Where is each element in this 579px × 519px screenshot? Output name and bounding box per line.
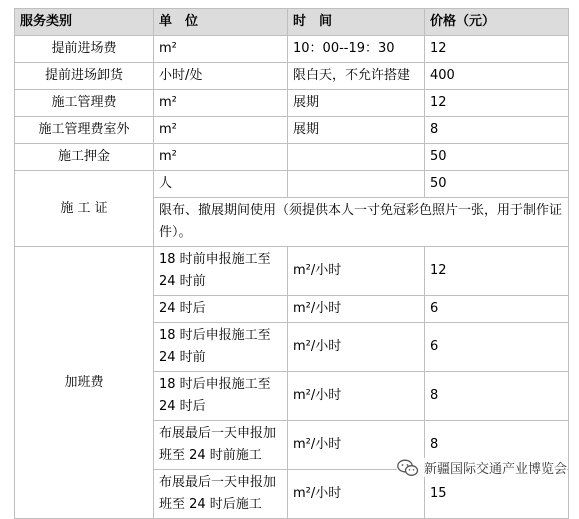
unit-cell: m²/小时 bbox=[288, 421, 425, 470]
unit-cell: m²/小时 bbox=[288, 372, 425, 421]
price-cell: 6 bbox=[425, 323, 569, 372]
unit-cell: 小时/处 bbox=[154, 63, 288, 90]
unit-cell: m² bbox=[154, 36, 288, 63]
table-row bbox=[15, 247, 569, 296]
overtime-desc: 18 时后申报施工至 24 时后 bbox=[154, 372, 288, 421]
price-cell: 12 bbox=[425, 36, 569, 63]
overtime-desc: 18 时前申报施工至 24 时前 bbox=[154, 247, 288, 296]
header-row bbox=[15, 9, 569, 36]
header-unit: 单 位 bbox=[154, 9, 288, 36]
permit-note: 限布、撤展期间使用（须提供本人一寸免冠彩色照片一张，用于制作证件）。 bbox=[154, 198, 569, 247]
watermark-text: 新疆国际交通产业博览会 bbox=[423, 462, 567, 477]
overtime-desc: 18 时后申报施工至 24 时前 bbox=[154, 323, 288, 372]
overtime-desc: 布展最后一天申报加班至 24 时后施工 bbox=[154, 470, 288, 519]
table-row bbox=[15, 36, 569, 63]
table-row bbox=[15, 90, 569, 117]
time-cell bbox=[288, 171, 425, 198]
service-name: 提前进场费 bbox=[15, 36, 154, 63]
service-name-overtime: 加班费 bbox=[15, 247, 154, 519]
price-cell: 15 bbox=[425, 470, 569, 519]
time-cell: 10：00--19：30 bbox=[288, 36, 425, 63]
service-name: 施工管理费 bbox=[15, 90, 154, 117]
price-cell: 8 bbox=[425, 117, 569, 144]
time-cell: 限白天，不允许搭建 bbox=[288, 63, 425, 90]
overtime-desc: 布展最后一天申报加班至 24 时前施工 bbox=[154, 421, 288, 470]
unit-cell: m²/小时 bbox=[288, 247, 425, 296]
overtime-desc: 24 时后 bbox=[154, 296, 288, 323]
unit-cell: m² bbox=[154, 90, 288, 117]
price-cell: 6 bbox=[425, 296, 569, 323]
table-row bbox=[15, 144, 569, 171]
unit-cell: 人 bbox=[154, 171, 288, 198]
header-time: 时 间 bbox=[288, 9, 425, 36]
time-cell: 展期 bbox=[288, 117, 425, 144]
unit-cell: m²/小时 bbox=[288, 323, 425, 372]
price-cell: 12 bbox=[425, 90, 569, 117]
unit-cell: m² bbox=[154, 117, 288, 144]
service-name: 施工押金 bbox=[15, 144, 154, 171]
fee-table bbox=[14, 8, 569, 519]
service-name: 施 工 证 bbox=[15, 171, 154, 247]
watermark bbox=[397, 458, 567, 477]
service-name: 提前进场卸货 bbox=[15, 63, 154, 90]
time-cell bbox=[288, 144, 425, 171]
price-cell: 8 bbox=[425, 372, 569, 421]
header-service-category: 服务类别 bbox=[15, 9, 154, 36]
table-row bbox=[15, 171, 569, 198]
price-cell: 50 bbox=[425, 144, 569, 171]
unit-cell: m²/小时 bbox=[288, 470, 425, 519]
table-row bbox=[15, 117, 569, 144]
price-cell: 8 bbox=[425, 421, 569, 470]
price-cell: 400 bbox=[425, 63, 569, 90]
table-row bbox=[15, 63, 569, 90]
unit-cell: m² bbox=[154, 144, 288, 171]
price-cell: 50 bbox=[425, 171, 569, 198]
time-cell: 展期 bbox=[288, 90, 425, 117]
wechat-icon bbox=[397, 459, 419, 477]
unit-cell: m²/小时 bbox=[288, 296, 425, 323]
header-price: 价格（元） bbox=[425, 9, 569, 36]
service-name: 施工管理费室外 bbox=[15, 117, 154, 144]
price-cell: 12 bbox=[425, 247, 569, 296]
